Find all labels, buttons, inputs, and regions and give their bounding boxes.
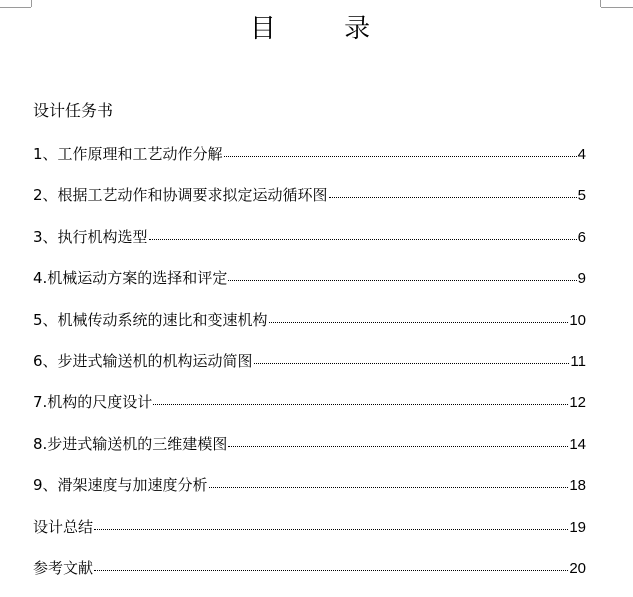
crop-mark-top-right-vertical — [600, 0, 601, 7]
toc-dot-leader — [94, 570, 568, 571]
toc-entry-title: 4.机械运动方案的选择和评定 — [33, 269, 228, 288]
crop-mark-top-right-horizontal — [601, 7, 633, 8]
toc-entry[interactable] — [33, 432, 586, 473]
toc-entry-page: 19 — [569, 518, 586, 536]
crop-mark-top-left-horizontal — [0, 7, 31, 8]
toc-entry-title: 5、机械传动系统的速比和变速机构 — [33, 310, 268, 329]
toc-entry-page: 6 — [577, 228, 586, 246]
toc-entry-list — [33, 142, 586, 597]
toc-entry-page: 20 — [569, 559, 586, 577]
toc-dot-leader — [329, 197, 577, 198]
toc-entry-title: 7.机构的尺度设计 — [33, 393, 153, 412]
toc-dot-leader — [228, 280, 576, 281]
toc-entry-title: 8.步进式输送机的三维建模图 — [33, 434, 228, 453]
toc-entry[interactable] — [33, 556, 586, 597]
crop-mark-top-left-vertical — [31, 0, 32, 7]
toc-dot-leader — [254, 363, 570, 364]
toc-entry-title: 设计总结 — [33, 517, 94, 536]
toc-entry-page: 12 — [569, 394, 586, 412]
toc-dot-leader — [153, 404, 568, 405]
toc-entry-page: 5 — [577, 187, 586, 205]
toc-entry-title: 9、滑架速度与加速度分析 — [33, 476, 208, 495]
toc-entry[interactable] — [33, 183, 586, 224]
toc-dot-leader — [149, 239, 577, 240]
toc-entry-page: 4 — [577, 146, 586, 163]
toc-entry[interactable] — [33, 473, 586, 514]
toc-entry[interactable] — [33, 515, 586, 556]
toc-dot-leader — [224, 156, 577, 157]
toc-entry-page: 11 — [570, 352, 586, 370]
toc-entry-title: 参考文献 — [33, 558, 94, 577]
toc-title: 目 录 — [249, 14, 401, 44]
toc-entry-page: 9 — [577, 270, 586, 288]
toc-dot-leader — [94, 529, 568, 530]
toc-entry[interactable] — [33, 142, 586, 183]
toc-dot-leader — [269, 322, 569, 323]
toc-entry[interactable] — [33, 308, 586, 349]
toc-entry-title: 3、执行机构选型 — [33, 227, 148, 246]
toc-entry[interactable] — [33, 349, 586, 390]
toc-entry[interactable] — [33, 225, 586, 266]
toc-entry-title: 6、步进式输送机的机构运动简图 — [33, 351, 253, 370]
toc-entry-title: 1、工作原理和工艺动作分解 — [33, 145, 223, 163]
toc-dot-leader — [228, 446, 568, 447]
toc-entry[interactable] — [33, 390, 586, 431]
toc-entry[interactable] — [33, 266, 586, 307]
toc-dot-leader — [209, 487, 569, 488]
toc-entry-page: 18 — [569, 477, 586, 495]
toc-heading: 设计任务书 — [33, 101, 114, 120]
toc-entry-title: 2、根据工艺动作和协调要求拟定运动循环图 — [33, 186, 328, 205]
toc-entry-page: 14 — [569, 435, 586, 453]
toc-entry-page: 10 — [569, 311, 586, 329]
